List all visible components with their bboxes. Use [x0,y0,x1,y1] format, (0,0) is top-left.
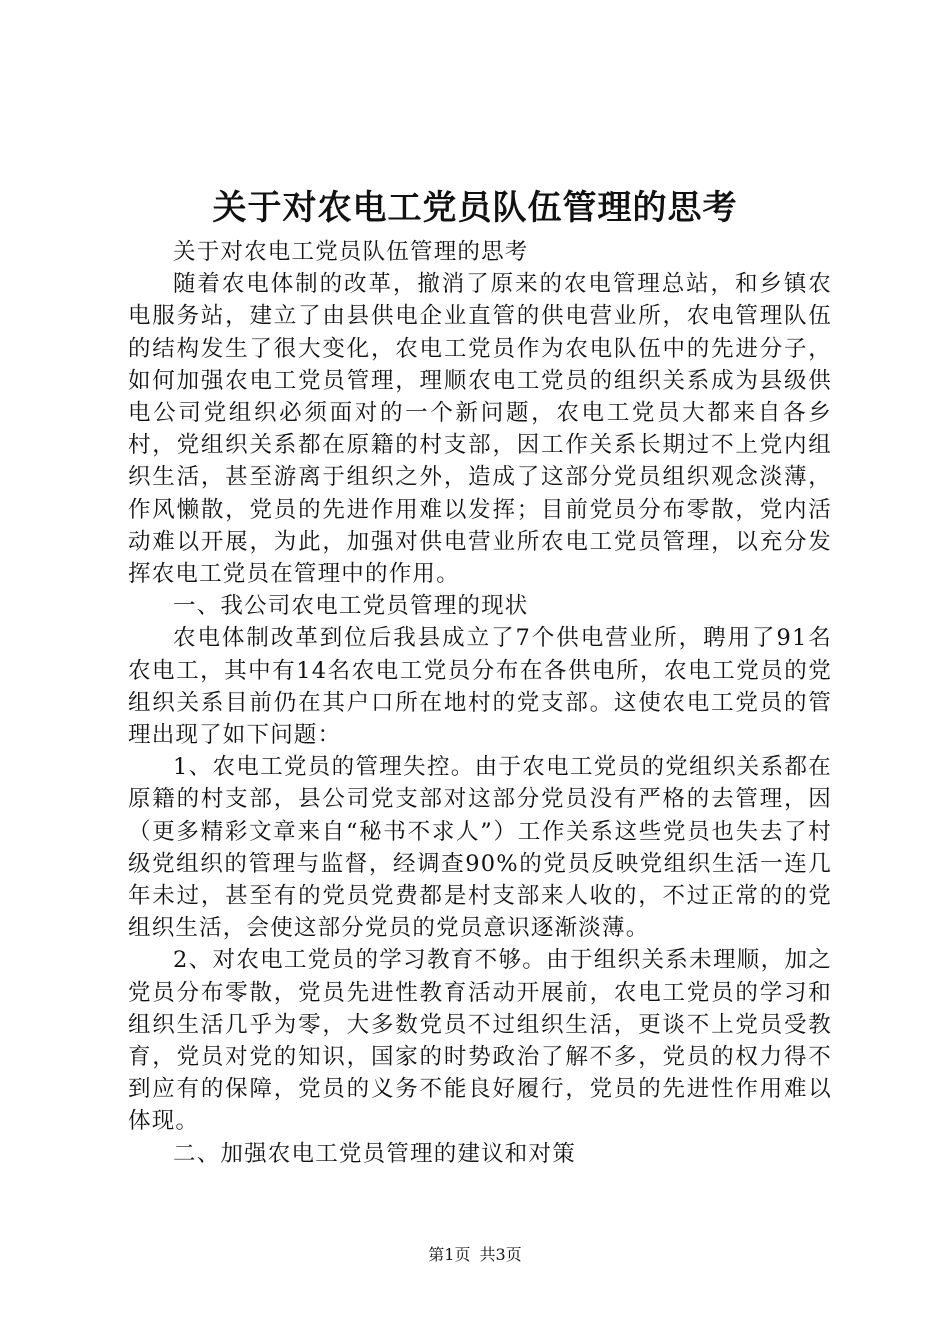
page-footer [0,1244,950,1266]
body-paragraph-status: 农电体制改革到位后我县成立了7个供电营业所，聘用了91名农电工，其中有14名农电工党员分布在各供电所，农电工党员的党组织关系目前仍在其户口所在地村的党支部。这使农电工党员的管理出现了如下问题： [128,625,832,749]
page-number: 第1页 [428,1245,471,1264]
section-heading-current-status: 一、我公司农电工党员管理的现状 [173,593,529,620]
body-paragraph-subtitle: 关于对农电工党员队伍管理的思考 [173,239,529,265]
document-title: 关于对农电工党员队伍管理的思考 [212,188,738,228]
section-heading-suggestions: 二、加强农电工党员管理的建议和对策 [173,1140,576,1167]
list-item-management-loss: 1、农电工党员的管理失控。由于农电工党员的党组织关系都在原籍的村支部，县公司党支部对这部分党员没有严格的去管理，因（更多精彩文章来自“秘书不求人”）工作关系这些党员也失去了村级党组织的管理与监督，经调查90%的党员反映党组织生活一连几年未过，甚至有的党员党费都是村支部来人收的，不过正常的的党组织生活，会使这部分党员的党员意识逐渐淡薄。 [128,754,832,942]
body-paragraph-intro: 随着农电体制的改革，撤消了原来的农电管理总站，和乡镇农电服务站，建立了由县供电企业直管的供电营业所，农电管理队伍的结构发生了很大变化，农电工党员作为农电队伍中的先进分子，如何加强农电工党员管理，理顺农电工党员的组织关系成为县级供电公司党组织必须面对的一个新问题，农电工党员大都来自各乡村，党组织关系都在原籍的村支部，因工作关系长期过不上党内组织生活，甚至游离于组织之外，造成了这部分党员组织观念淡薄，作风懒散，党员的先进作用难以发挥；目前党员分布零散，党内活动难以开展，为此，加强对供电营业所农电工党员管理，以充分发挥农电工党员在管理中的作用。 [128,271,832,588]
page-total: 共3页 [479,1245,522,1264]
list-item-education-lacking: 2、对农电工党员的学习教育不够。由于组织关系未理顺，加之党员分布零散，党员先进性教育活动开展前，农电工党员的学习和组织生活几乎为零，大多数党员不过组织生活，更谈不上党员受教育，党员对党的知识，国家的时势政治了解不多，党员的权力得不到应有的保障，党员的义务不能良好履行，党员的先进性作用难以体现。 [128,947,832,1135]
document-body [128,236,832,1170]
